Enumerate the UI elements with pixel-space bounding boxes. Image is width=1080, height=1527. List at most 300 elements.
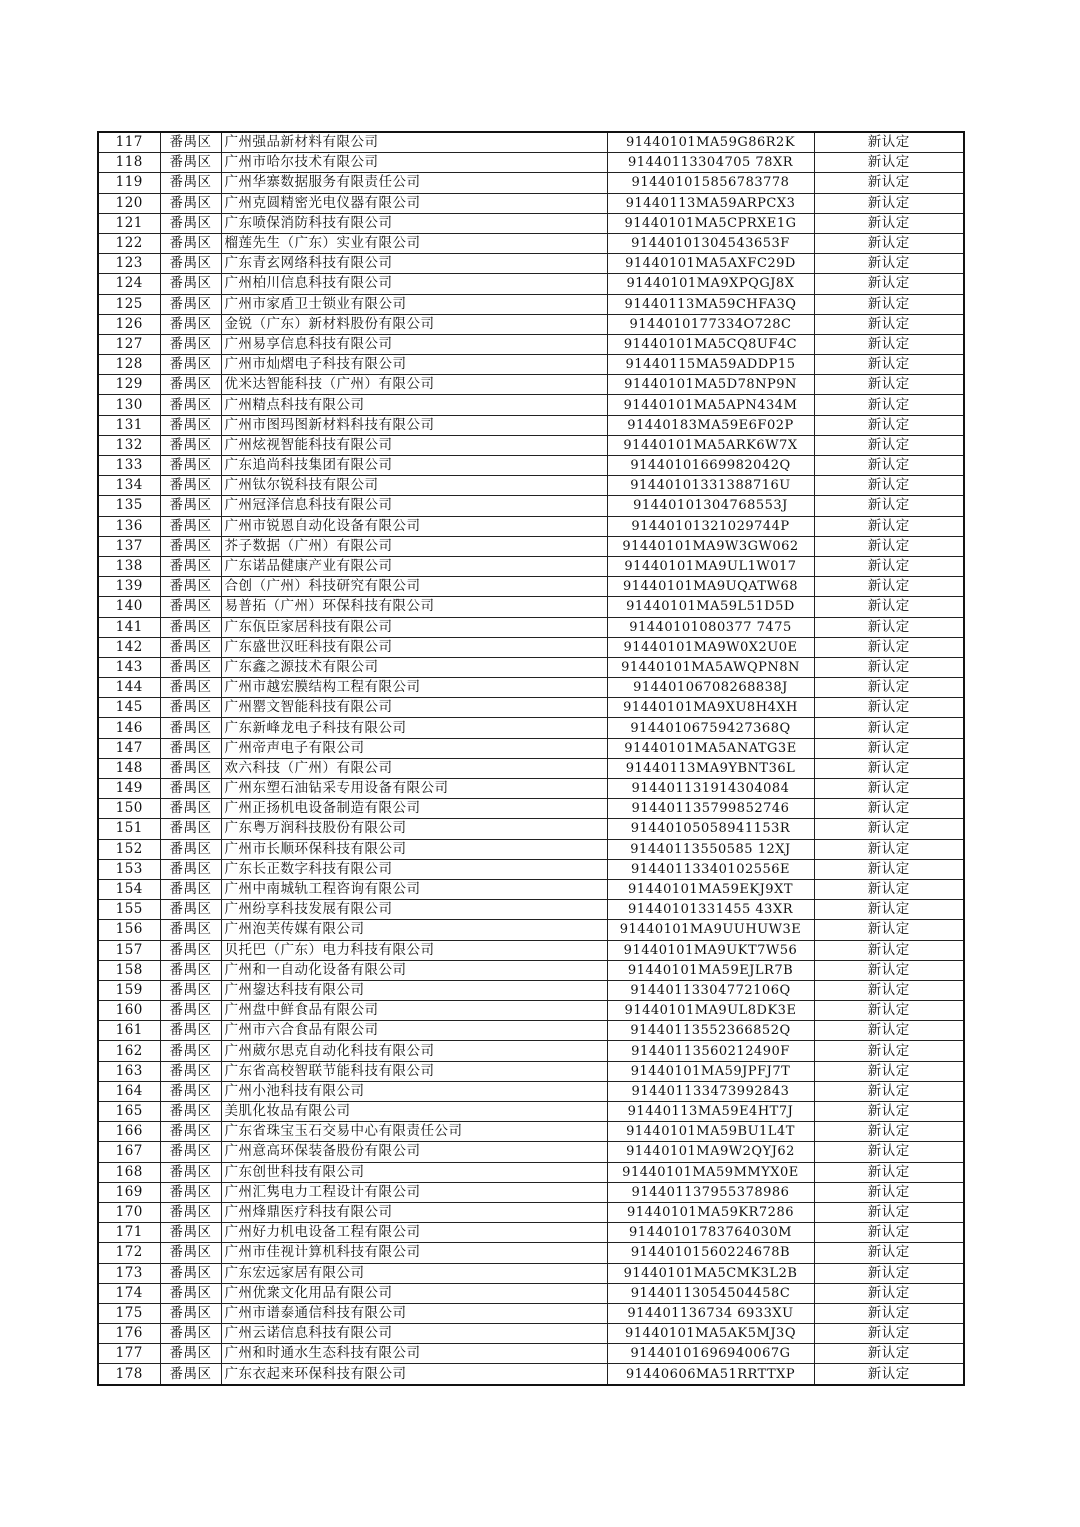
company-name-cell: 广州冠泽信息科技有限公司 — [221, 496, 607, 516]
status-cell: 新认定 — [814, 960, 964, 980]
row-number: 144 — [98, 678, 160, 698]
table-row — [98, 698, 964, 718]
district-cell: 番禺区 — [160, 879, 221, 899]
district-cell: 番禺区 — [160, 456, 221, 476]
status-cell: 新认定 — [814, 435, 964, 455]
row-number: 145 — [98, 698, 160, 718]
district-cell: 番禺区 — [160, 758, 221, 778]
row-number: 158 — [98, 960, 160, 980]
credit-code-cell: 91440101304768553J — [607, 496, 814, 516]
table-row — [98, 779, 964, 799]
company-name-cell: 广州市越宏膜结构工程有限公司 — [221, 678, 607, 698]
status-cell: 新认定 — [814, 577, 964, 597]
company-name-cell: 广东青玄网络科技有限公司 — [221, 254, 607, 274]
company-name-cell: 广东盛世汉旺科技有限公司 — [221, 637, 607, 657]
district-cell: 番禺区 — [160, 1142, 221, 1162]
row-number: 132 — [98, 435, 160, 455]
status-cell: 新认定 — [814, 375, 964, 395]
company-name-cell: 广州泡芙传媒有限公司 — [221, 920, 607, 940]
table-row — [98, 879, 964, 899]
credit-code-cell: 91440101MA9UKT7W56 — [607, 940, 814, 960]
company-name-cell: 广州精点科技有限公司 — [221, 395, 607, 415]
company-name-cell: 榴莲先生（广东）实业有限公司 — [221, 233, 607, 253]
row-number: 176 — [98, 1324, 160, 1344]
status-cell: 新认定 — [814, 334, 964, 354]
company-name-cell: 广州炫视智能科技有限公司 — [221, 435, 607, 455]
row-number: 131 — [98, 415, 160, 435]
status-cell: 新认定 — [814, 718, 964, 738]
row-number: 157 — [98, 940, 160, 960]
credit-code-cell: 91440113550585 12XJ — [607, 839, 814, 859]
company-name-cell: 广东省珠宝玉石交易中心有限责任公司 — [221, 1122, 607, 1142]
table-row — [98, 355, 964, 375]
credit-code-cell: 91440101MA59MMYX0E — [607, 1162, 814, 1182]
status-cell: 新认定 — [814, 456, 964, 476]
company-name-cell: 广东省高校智联节能科技有限公司 — [221, 1061, 607, 1081]
status-cell: 新认定 — [814, 1243, 964, 1263]
row-number: 120 — [98, 193, 160, 213]
table-row — [98, 193, 964, 213]
credit-code-cell: 91440106708268838J — [607, 678, 814, 698]
table-row — [98, 960, 964, 980]
status-cell: 新认定 — [814, 980, 964, 1000]
row-number: 122 — [98, 233, 160, 253]
credit-code-cell: 91440101MA9W0X2U0E — [607, 637, 814, 657]
status-cell: 新认定 — [814, 1283, 964, 1303]
row-number: 156 — [98, 920, 160, 940]
company-name-cell: 欢六科技（广州）有限公司 — [221, 758, 607, 778]
row-number: 134 — [98, 476, 160, 496]
credit-code-cell: 9144010177334O728C — [607, 314, 814, 334]
credit-code-cell: 91440101MA59JPFJ7T — [607, 1061, 814, 1081]
company-name-cell: 广州市哈尔技术有限公司 — [221, 153, 607, 173]
district-cell: 番禺区 — [160, 233, 221, 253]
credit-code-cell: 91440101331455 43XR — [607, 900, 814, 920]
company-name-cell: 广州强品新材料有限公司 — [221, 132, 607, 153]
district-cell: 番禺区 — [160, 132, 221, 153]
row-number: 166 — [98, 1122, 160, 1142]
credit-code-cell: 91440113560212490F — [607, 1041, 814, 1061]
table-row — [98, 395, 964, 415]
row-number: 118 — [98, 153, 160, 173]
company-name-cell: 广州纷享科技发展有限公司 — [221, 900, 607, 920]
district-cell: 番禺区 — [160, 334, 221, 354]
company-name-cell: 广州市长顺环保科技有限公司 — [221, 839, 607, 859]
company-name-cell: 广州烽鼎医疗科技有限公司 — [221, 1202, 607, 1222]
credit-code-cell: 914401135799852746 — [607, 799, 814, 819]
table-row — [98, 1122, 964, 1142]
status-cell: 新认定 — [814, 173, 964, 193]
district-cell: 番禺区 — [160, 940, 221, 960]
district-cell: 番禺区 — [160, 799, 221, 819]
district-cell: 番禺区 — [160, 173, 221, 193]
district-cell: 番禺区 — [160, 556, 221, 576]
table-row — [98, 940, 964, 960]
company-name-cell: 广州正扬机电设备制造有限公司 — [221, 799, 607, 819]
status-cell: 新认定 — [814, 1081, 964, 1101]
credit-code-cell: 91440101MA9UL8DK3E — [607, 1001, 814, 1021]
status-cell: 新认定 — [814, 1102, 964, 1122]
company-name-cell: 广州好力机电设备工程有限公司 — [221, 1223, 607, 1243]
row-number: 138 — [98, 556, 160, 576]
status-cell: 新认定 — [814, 132, 964, 153]
row-number: 178 — [98, 1364, 160, 1385]
credit-code-cell: 91440101MA5ARK6W7X — [607, 435, 814, 455]
company-name-cell: 广州盘中鲜食品有限公司 — [221, 1001, 607, 1021]
table-row — [98, 758, 964, 778]
status-cell: 新认定 — [814, 395, 964, 415]
company-name-cell: 广东追尚科技集团有限公司 — [221, 456, 607, 476]
row-number: 162 — [98, 1041, 160, 1061]
district-cell: 番禺区 — [160, 960, 221, 980]
credit-code-cell: 91440101696940067G — [607, 1344, 814, 1364]
district-cell: 番禺区 — [160, 476, 221, 496]
credit-code-cell: 91440101669982042Q — [607, 456, 814, 476]
district-cell: 番禺区 — [160, 1081, 221, 1101]
table-row — [98, 617, 964, 637]
company-name-cell: 广州市佳视计算机科技有限公司 — [221, 1243, 607, 1263]
row-number: 124 — [98, 274, 160, 294]
district-cell: 番禺区 — [160, 839, 221, 859]
status-cell: 新认定 — [814, 698, 964, 718]
status-cell: 新认定 — [814, 496, 964, 516]
credit-code-cell: 91440101080377 7475 — [607, 617, 814, 637]
district-cell: 番禺区 — [160, 153, 221, 173]
status-cell: 新认定 — [814, 738, 964, 758]
status-cell: 新认定 — [814, 1324, 964, 1344]
row-number: 148 — [98, 758, 160, 778]
status-cell: 新认定 — [814, 254, 964, 274]
district-cell: 番禺区 — [160, 1122, 221, 1142]
district-cell: 番禺区 — [160, 1344, 221, 1364]
credit-code-cell: 91440101MA59L51D5D — [607, 597, 814, 617]
table-row — [98, 254, 964, 274]
row-number: 146 — [98, 718, 160, 738]
table-row — [98, 1223, 964, 1243]
row-number: 149 — [98, 779, 160, 799]
status-cell: 新认定 — [814, 415, 964, 435]
status-cell: 新认定 — [814, 819, 964, 839]
district-cell: 番禺区 — [160, 254, 221, 274]
credit-code-cell: 91440101MA5ANATG3E — [607, 738, 814, 758]
table-row — [98, 1061, 964, 1081]
district-cell: 番禺区 — [160, 496, 221, 516]
row-number: 167 — [98, 1142, 160, 1162]
row-number: 168 — [98, 1162, 160, 1182]
table-row — [98, 173, 964, 193]
credit-code-cell: 91440101MA9UL1W017 — [607, 556, 814, 576]
company-name-cell: 广州优衆文化用品有限公司 — [221, 1283, 607, 1303]
status-cell: 新认定 — [814, 213, 964, 233]
row-number: 174 — [98, 1283, 160, 1303]
company-name-cell: 广州和时通水生态科技有限公司 — [221, 1344, 607, 1364]
table-row — [98, 678, 964, 698]
company-name-cell: 广州市六合食品有限公司 — [221, 1021, 607, 1041]
row-number: 142 — [98, 637, 160, 657]
table-row — [98, 718, 964, 738]
status-cell: 新认定 — [814, 1263, 964, 1283]
company-name-cell: 广东粤万润科技股份有限公司 — [221, 819, 607, 839]
district-cell: 番禺区 — [160, 678, 221, 698]
district-cell: 番禺区 — [160, 657, 221, 677]
status-cell: 新认定 — [814, 1122, 964, 1142]
row-number: 136 — [98, 516, 160, 536]
district-cell: 番禺区 — [160, 435, 221, 455]
company-name-cell: 广州钛尔锐科技有限公司 — [221, 476, 607, 496]
table-row — [98, 1202, 964, 1222]
company-name-cell: 广州市图玛图新材料科技有限公司 — [221, 415, 607, 435]
row-number: 139 — [98, 577, 160, 597]
district-cell: 番禺区 — [160, 536, 221, 556]
table-row — [98, 637, 964, 657]
credit-code-cell: 91440101304543653F — [607, 233, 814, 253]
row-number: 147 — [98, 738, 160, 758]
credit-code-cell: 91440113MA9YBNT36L — [607, 758, 814, 778]
credit-code-cell: 91440113304772106Q — [607, 980, 814, 1000]
table-row — [98, 839, 964, 859]
company-name-cell: 广州葳尔思克自动化科技有限公司 — [221, 1041, 607, 1061]
row-number: 128 — [98, 355, 160, 375]
company-name-cell: 广州易享信息科技有限公司 — [221, 334, 607, 354]
table-row — [98, 819, 964, 839]
company-name-cell: 广东新峰龙电子科技有限公司 — [221, 718, 607, 738]
table-row — [98, 597, 964, 617]
district-cell: 番禺区 — [160, 1061, 221, 1081]
company-name-cell: 芥子数据（广州）有限公司 — [221, 536, 607, 556]
table-row — [98, 132, 964, 153]
row-number: 175 — [98, 1303, 160, 1323]
credit-code-cell: 91440101MA59G86R2K — [607, 132, 814, 153]
company-name-cell: 易普拓（广州）环保科技有限公司 — [221, 597, 607, 617]
district-cell: 番禺区 — [160, 294, 221, 314]
table-row — [98, 900, 964, 920]
company-name-cell: 广州云诺信息科技有限公司 — [221, 1324, 607, 1344]
company-name-cell: 合创（广州）科技研究有限公司 — [221, 577, 607, 597]
table-row — [98, 738, 964, 758]
credit-code-cell: 91440101MA5AWQPN8N — [607, 657, 814, 677]
company-name-cell: 广东佤臣家居科技有限公司 — [221, 617, 607, 637]
status-cell: 新认定 — [814, 1182, 964, 1202]
credit-code-cell: 914401015856783778 — [607, 173, 814, 193]
credit-code-cell: 91440101MA9XU8H4XH — [607, 698, 814, 718]
district-cell: 番禺区 — [160, 980, 221, 1000]
district-cell: 番禺区 — [160, 1324, 221, 1344]
row-number: 127 — [98, 334, 160, 354]
credit-code-cell: 914401136734 6933XU — [607, 1303, 814, 1323]
table-row — [98, 274, 964, 294]
credit-code-cell: 91440101MA5CPRXE1G — [607, 213, 814, 233]
district-cell: 番禺区 — [160, 395, 221, 415]
credit-code-cell: 91440113MA59CHFA3Q — [607, 294, 814, 314]
status-cell: 新认定 — [814, 1202, 964, 1222]
district-cell: 番禺区 — [160, 577, 221, 597]
status-cell: 新认定 — [814, 617, 964, 637]
company-name-cell: 广东衣起来环保科技有限公司 — [221, 1364, 607, 1385]
company-name-cell: 广州华寨数据服务有限责任公司 — [221, 173, 607, 193]
credit-code-cell: 91440101321029744P — [607, 516, 814, 536]
credit-code-cell: 91440101MA59KR7286 — [607, 1202, 814, 1222]
credit-code-cell: 91440101MA5CQ8UF4C — [607, 334, 814, 354]
table-row — [98, 1283, 964, 1303]
table-row — [98, 1001, 964, 1021]
credit-code-cell: 91440101MA5D78NP9N — [607, 375, 814, 395]
district-cell: 番禺区 — [160, 738, 221, 758]
row-number: 153 — [98, 859, 160, 879]
table-row — [98, 415, 964, 435]
company-name-cell: 广州鋆达科技有限公司 — [221, 980, 607, 1000]
row-number: 126 — [98, 314, 160, 334]
company-name-cell: 优米达智能科技（广州）有限公司 — [221, 375, 607, 395]
status-cell: 新认定 — [814, 839, 964, 859]
table-row — [98, 1243, 964, 1263]
status-cell: 新认定 — [814, 193, 964, 213]
credit-code-cell: 91440101MA5AXFC29D — [607, 254, 814, 274]
credit-code-cell: 91440101MA5APN434M — [607, 395, 814, 415]
credit-code-cell: 91440101MA9W3GW062 — [607, 536, 814, 556]
row-number: 119 — [98, 173, 160, 193]
row-number: 177 — [98, 1344, 160, 1364]
district-cell: 番禺区 — [160, 314, 221, 334]
credit-code-cell: 91440101MA5CMK3L2B — [607, 1263, 814, 1283]
company-name-cell: 广州中南城轨工程咨询有限公司 — [221, 879, 607, 899]
table-row — [98, 233, 964, 253]
row-number: 159 — [98, 980, 160, 1000]
table-row — [98, 1041, 964, 1061]
credit-code-cell: 91440101MA59EKJ9XT — [607, 879, 814, 899]
table-row — [98, 375, 964, 395]
status-cell: 新认定 — [814, 153, 964, 173]
status-cell: 新认定 — [814, 940, 964, 960]
table-row — [98, 1344, 964, 1364]
district-cell: 番禺区 — [160, 375, 221, 395]
credit-code-cell: 91440606MA51RRTTXP — [607, 1364, 814, 1385]
status-cell: 新认定 — [814, 879, 964, 899]
table-row — [98, 799, 964, 819]
enterprise-list-table — [97, 131, 965, 1386]
status-cell: 新认定 — [814, 859, 964, 879]
status-cell: 新认定 — [814, 1303, 964, 1323]
row-number: 123 — [98, 254, 160, 274]
table-row — [98, 657, 964, 677]
status-cell: 新认定 — [814, 274, 964, 294]
company-name-cell: 广州罂文智能科技有限公司 — [221, 698, 607, 718]
district-cell: 番禺区 — [160, 415, 221, 435]
company-name-cell: 广州克圆精密光电仪器有限公司 — [221, 193, 607, 213]
district-cell: 番禺区 — [160, 1001, 221, 1021]
credit-code-cell: 91440113304705 78XR — [607, 153, 814, 173]
company-name-cell: 广州市灿熠电子科技有限公司 — [221, 355, 607, 375]
row-number: 171 — [98, 1223, 160, 1243]
credit-code-cell: 91440183MA59E6F02P — [607, 415, 814, 435]
status-cell: 新认定 — [814, 233, 964, 253]
row-number: 130 — [98, 395, 160, 415]
district-cell: 番禺区 — [160, 900, 221, 920]
company-name-cell: 广东创世科技有限公司 — [221, 1162, 607, 1182]
district-cell: 番禺区 — [160, 1102, 221, 1122]
row-number: 160 — [98, 1001, 160, 1021]
credit-code-cell: 91440101MA59EJLR7B — [607, 960, 814, 980]
row-number: 164 — [98, 1081, 160, 1101]
company-name-cell: 广州汇隽电力工程设计有限公司 — [221, 1182, 607, 1202]
credit-code-cell: 91440101MA9W2QYJ62 — [607, 1142, 814, 1162]
district-cell: 番禺区 — [160, 274, 221, 294]
credit-code-cell: 91440113MA59ARPCX3 — [607, 193, 814, 213]
district-cell: 番禺区 — [160, 617, 221, 637]
status-cell: 新认定 — [814, 920, 964, 940]
district-cell: 番禺区 — [160, 1021, 221, 1041]
company-name-cell: 广州市锐恩自动化设备有限公司 — [221, 516, 607, 536]
district-cell: 番禺区 — [160, 1283, 221, 1303]
district-cell: 番禺区 — [160, 1182, 221, 1202]
company-name-cell: 广州帝声电子有限公司 — [221, 738, 607, 758]
credit-code-cell: 91440101MA59BU1L4T — [607, 1122, 814, 1142]
company-name-cell: 广州意高环保装备股份有限公司 — [221, 1142, 607, 1162]
status-cell: 新认定 — [814, 1142, 964, 1162]
district-cell: 番禺区 — [160, 779, 221, 799]
table-row — [98, 153, 964, 173]
company-name-cell: 广州东塑石油钻采专用设备有限公司 — [221, 779, 607, 799]
table-row — [98, 476, 964, 496]
district-cell: 番禺区 — [160, 920, 221, 940]
credit-code-cell: 91440113552366852Q — [607, 1021, 814, 1041]
status-cell: 新认定 — [814, 678, 964, 698]
credit-code-cell: 914401133473992843 — [607, 1081, 814, 1101]
status-cell: 新认定 — [814, 1061, 964, 1081]
row-number: 155 — [98, 900, 160, 920]
status-cell: 新认定 — [814, 637, 964, 657]
status-cell: 新认定 — [814, 314, 964, 334]
status-cell: 新认定 — [814, 1344, 964, 1364]
table-body — [98, 132, 964, 1385]
company-name-cell: 广东长正数字科技有限公司 — [221, 859, 607, 879]
table-row — [98, 1303, 964, 1323]
table-row — [98, 294, 964, 314]
row-number: 163 — [98, 1061, 160, 1081]
row-number: 137 — [98, 536, 160, 556]
row-number: 133 — [98, 456, 160, 476]
district-cell: 番禺区 — [160, 698, 221, 718]
status-cell: 新认定 — [814, 900, 964, 920]
row-number: 154 — [98, 879, 160, 899]
district-cell: 番禺区 — [160, 1364, 221, 1385]
row-number: 165 — [98, 1102, 160, 1122]
table-row — [98, 1182, 964, 1202]
credit-code-cell: 91440105058941153R — [607, 819, 814, 839]
status-cell: 新认定 — [814, 1041, 964, 1061]
table-row — [98, 314, 964, 334]
credit-code-cell: 91440101560224678B — [607, 1243, 814, 1263]
credit-code-cell: 91440113MA59E4HT7J — [607, 1102, 814, 1122]
table-row — [98, 1081, 964, 1101]
status-cell: 新认定 — [814, 294, 964, 314]
table-row — [98, 456, 964, 476]
status-cell: 新认定 — [814, 1223, 964, 1243]
table-row — [98, 334, 964, 354]
table-row — [98, 1102, 964, 1122]
row-number: 172 — [98, 1243, 160, 1263]
table-row — [98, 1162, 964, 1182]
table-row — [98, 1142, 964, 1162]
status-cell: 新认定 — [814, 597, 964, 617]
company-name-cell: 广州市谱泰通信科技有限公司 — [221, 1303, 607, 1323]
table-row — [98, 920, 964, 940]
table-row — [98, 1021, 964, 1041]
credit-code-cell: 914401131914304084 — [607, 779, 814, 799]
table-row — [98, 1324, 964, 1344]
status-cell: 新认定 — [814, 1001, 964, 1021]
company-name-cell: 贝托巴（广东）电力科技有限公司 — [221, 940, 607, 960]
district-cell: 番禺区 — [160, 1162, 221, 1182]
